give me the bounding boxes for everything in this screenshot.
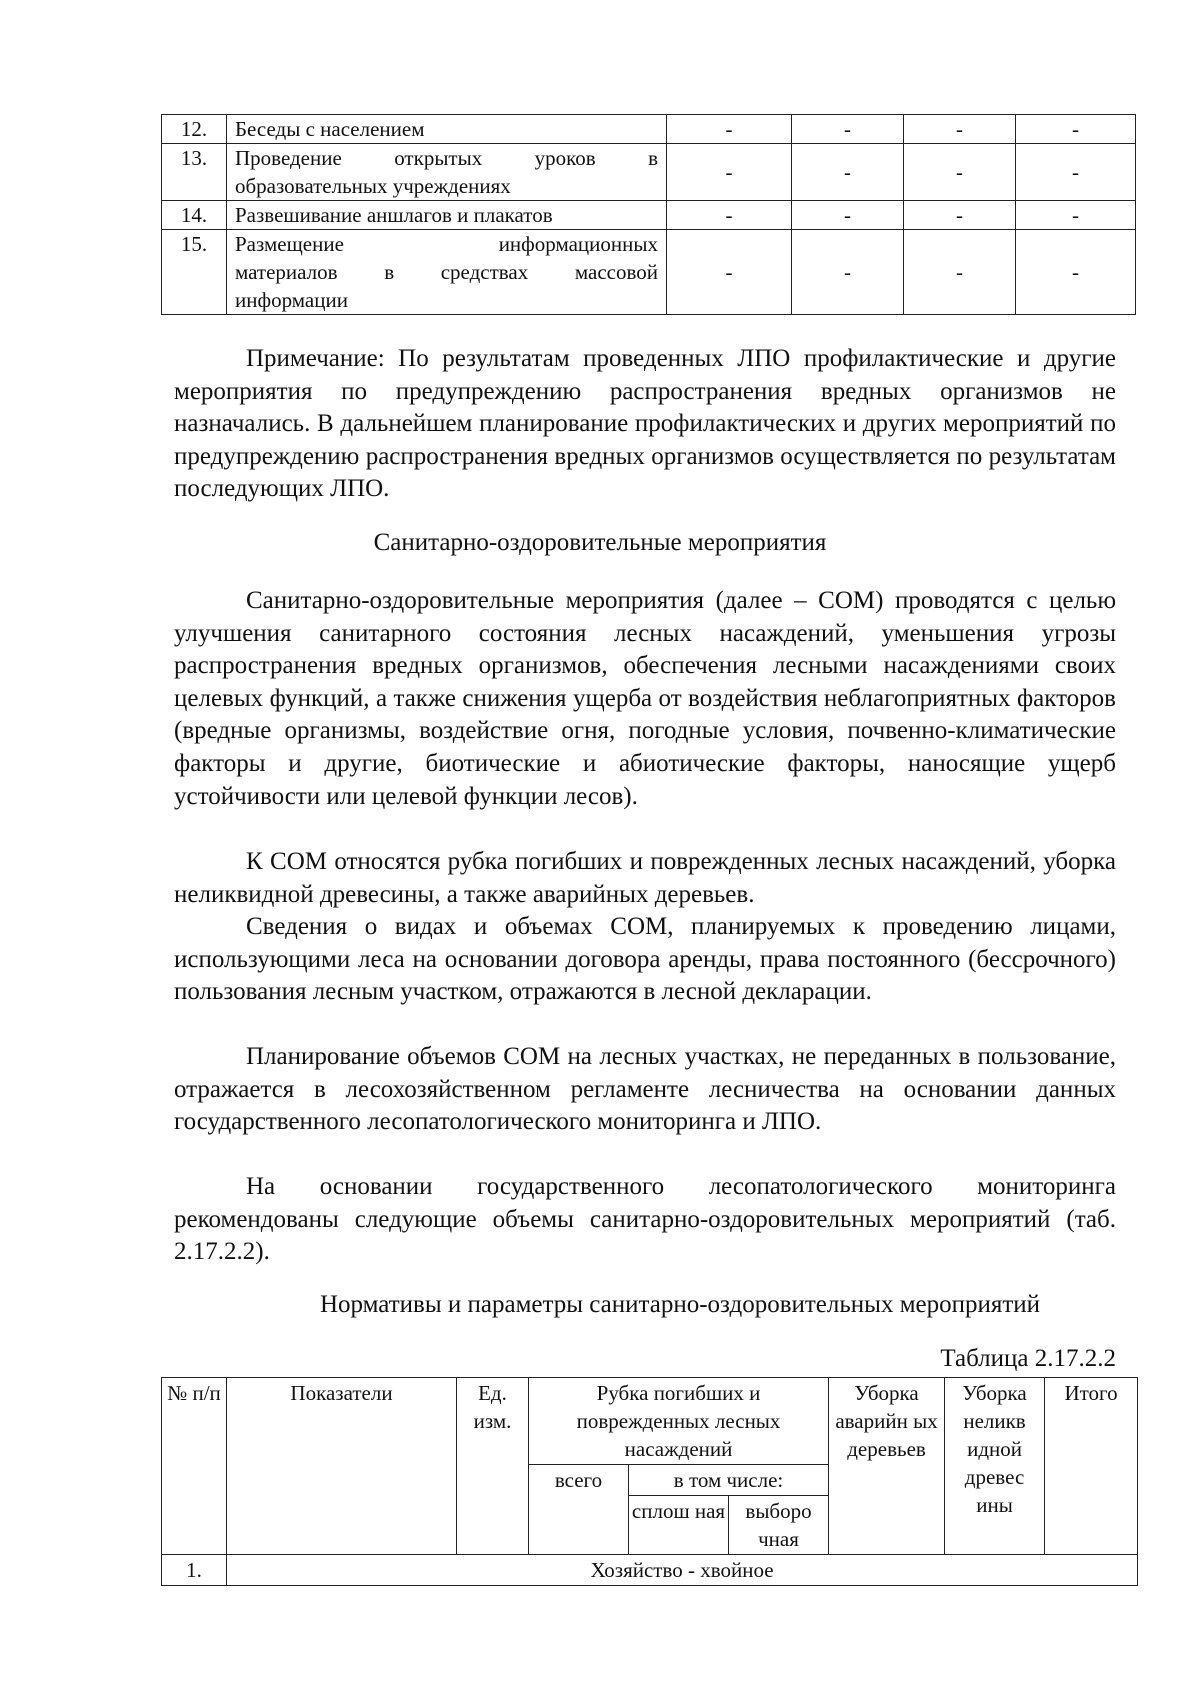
header-emergency-trees: Уборка аварийн ых деревьев [829, 1378, 945, 1555]
value-cell: - [667, 115, 792, 144]
row-number: 1. [162, 1555, 227, 1586]
row-number: 13. [162, 144, 227, 201]
body-paragraph: На основании государственного лесопатологического мониторинга рекомендованы следующие объемы санитарно-оздоровительных мероприятий (таб. 2.17.2.2). [174, 1173, 1116, 1266]
table-row [162, 1555, 1138, 1586]
header-selective-felling: выборо чная [729, 1496, 829, 1555]
value-cell: - [904, 144, 1016, 201]
row-number: 15. [162, 230, 227, 315]
value-cell: - [667, 230, 792, 315]
body-paragraph: К СОМ относятся рубка погибших и поврежденных лесных насаждений, уборка неликвидной древесины, а также аварийных деревьев. [174, 848, 1116, 908]
header-including: в том числе: [629, 1465, 829, 1496]
header-unit: Ед. изм. [457, 1378, 529, 1555]
table-row [162, 115, 1136, 144]
activity-name: Беседы с населением [227, 115, 667, 144]
activity-line: образовательных учреждениях [235, 174, 511, 198]
header-felling: Рубка погибших и поврежденных лесных насаждений [529, 1378, 829, 1465]
value-cell: - [1016, 144, 1136, 201]
row-number: 14. [162, 201, 227, 230]
value-cell: - [792, 144, 904, 201]
body-paragraph: Планирование объемов СОМ на лесных участках, не переданных в пользование, отражается в лесохозяйственном регламенте лесничества на основании данных государственного лесопатологического мониторинга и ЛПО. [174, 1043, 1116, 1136]
norms-table [161, 1377, 1138, 1586]
header-illiquid-wood: Уборка неликв идной древес ины [945, 1378, 1045, 1555]
note-paragraph: Примечание: По результатам проведенных ЛПО профилактические и другие мероприятия по предупреждению распространения вредных организмов не назначались. В дальнейшем планирование профилактических и других мероприятий по предупреждению распространения вредных организмов осуществляется по результатам последующих ЛПО. [174, 345, 1116, 503]
header-row [162, 1378, 1138, 1465]
value-cell: - [904, 201, 1016, 230]
table-row [162, 144, 1136, 201]
header-indicators: Показатели [227, 1378, 457, 1555]
activity-line: Размещение информационных [235, 232, 658, 256]
row-number: 12. [162, 115, 227, 144]
activity-name [227, 144, 667, 201]
value-cell: - [792, 115, 904, 144]
header-num: № п/п [162, 1378, 227, 1555]
value-cell: - [792, 230, 904, 315]
activity-line: материалов в средствах массовой [235, 260, 658, 284]
body-paragraph: Санитарно-оздоровительные мероприятия (далее – СОМ) проводятся с целью улучшения санитарного состояния лесных насаждений, уменьшения угрозы распространения вредных организмов, обеспечения лесными насаждениями своих целевых функций, а также снижения ущерба от воздействия неблагоприятных факторов (вредные организмы, воздействие огня, погодные условия, почвенно-климатические факторы и другие, биотические и абиотические факторы, наносящие ущерб устойчивости или целевой функции лесов). [174, 587, 1116, 810]
value-cell: - [792, 201, 904, 230]
table-number: Таблица 2.17.2.2 [940, 1345, 1116, 1372]
header-clear-felling: сплош ная [629, 1496, 729, 1555]
value-cell: - [1016, 230, 1136, 315]
value-cell: - [667, 201, 792, 230]
value-cell: - [1016, 201, 1136, 230]
value-cell: - [904, 115, 1016, 144]
activity-name: Развешивание аншлагов и плакатов [227, 201, 667, 230]
value-cell: - [1016, 115, 1136, 144]
table-row [162, 201, 1136, 230]
value-cell: - [904, 230, 1016, 315]
table-row [162, 230, 1136, 315]
header-felling-total: всего [529, 1465, 629, 1555]
activities-table [161, 114, 1136, 315]
activity-line: информации [235, 288, 348, 312]
header-total: Итого [1045, 1378, 1138, 1555]
table-title: Нормативы и параметры санитарно-оздоровительных мероприятий [319, 1291, 1041, 1318]
activity-line: Проведение открытых уроков в [235, 146, 658, 170]
section-row-label: Хозяйство - хвойное [227, 1555, 1138, 1586]
body-paragraph: Сведения о видах и объемах СОМ, планируемых к проведению лицами, использующими леса на основании договора аренды, права постоянного (бессрочного) пользования лесным участком, отражаются в лесной декларации. [174, 913, 1116, 1006]
section-heading: Санитарно-оздоровительные мероприятия [373, 529, 827, 556]
value-cell: - [667, 144, 792, 201]
activity-name [227, 230, 667, 315]
